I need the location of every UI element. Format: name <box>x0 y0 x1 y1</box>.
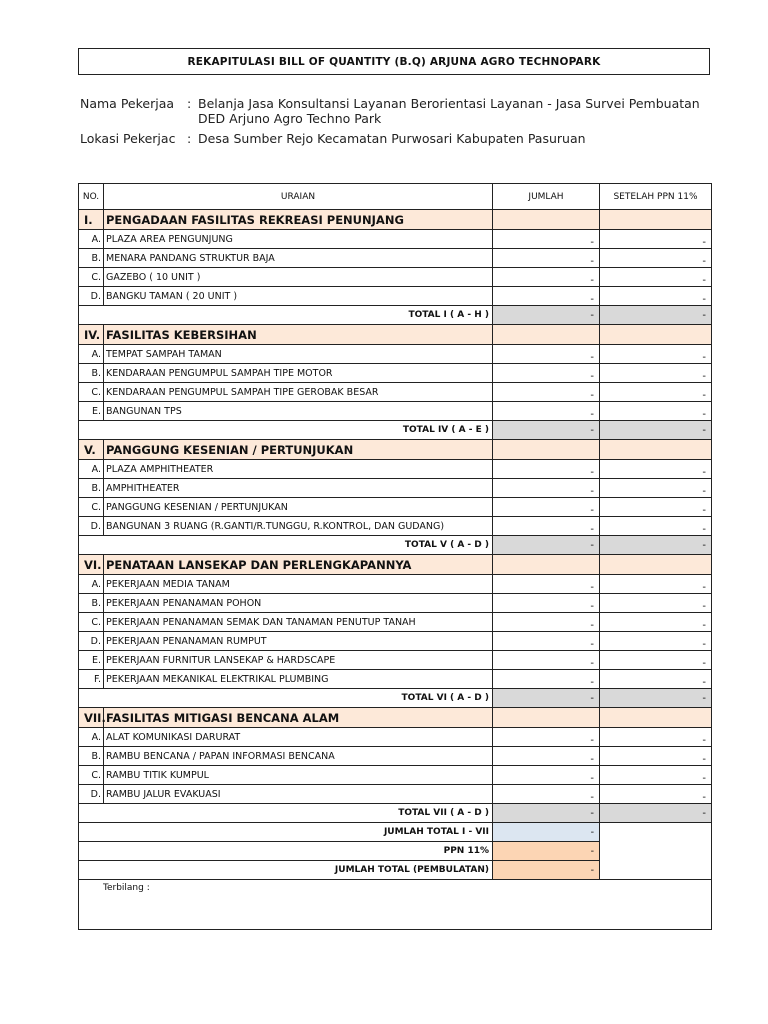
item-setelah-ppn: - <box>600 651 712 670</box>
header-no: NO. <box>79 184 104 210</box>
item-label: PLAZA AMPHITHEATER <box>104 460 493 479</box>
item-label: PEKERJAAN MEKANIKAL ELEKTRIKAL PLUMBING <box>104 670 493 689</box>
item-label: BANGUNAN TPS <box>104 402 493 421</box>
item-no: C. <box>79 268 104 287</box>
item-no: F. <box>79 670 104 689</box>
item-setelah-ppn: - <box>600 230 712 249</box>
item-no: E. <box>79 402 104 421</box>
item-label: RAMBU BENCANA / PAPAN INFORMASI BENCANA <box>104 747 493 766</box>
item-label: PEKERJAAN PENANAMAN RUMPUT <box>104 632 493 651</box>
table-row <box>79 498 712 517</box>
section-title: FASILITAS MITIGASI BENCANA ALAM <box>104 708 493 728</box>
item-label: RAMBU JALUR EVAKUASI <box>104 785 493 804</box>
table-row <box>79 345 712 364</box>
summary-blank <box>600 823 712 842</box>
section-row <box>79 555 712 575</box>
item-setelah-ppn: - <box>600 766 712 785</box>
total-setelah-ppn: - <box>600 689 712 708</box>
section-row <box>79 708 712 728</box>
section-setelah <box>600 555 712 575</box>
total-setelah-ppn: - <box>600 421 712 440</box>
total-label: TOTAL V ( A - D ) <box>79 536 493 555</box>
section-title: PANGGUNG KESENIAN / PERTUNJUKAN <box>104 440 493 460</box>
table-row <box>79 364 712 383</box>
section-number: VI. <box>79 555 104 575</box>
terbilang-row <box>79 880 712 930</box>
item-setelah-ppn: - <box>600 345 712 364</box>
total-setelah-ppn: - <box>600 536 712 555</box>
item-label: PEKERJAAN MEDIA TANAM <box>104 575 493 594</box>
total-label: TOTAL VI ( A - D ) <box>79 689 493 708</box>
header-uraian: URAIAN <box>104 184 493 210</box>
item-setelah-ppn: - <box>600 287 712 306</box>
section-jumlah <box>493 708 600 728</box>
total-label: TOTAL VII ( A - D ) <box>79 804 493 823</box>
summary-blank <box>600 861 712 880</box>
section-setelah <box>600 708 712 728</box>
summary-blank <box>600 842 712 861</box>
total-jumlah: - <box>493 804 600 823</box>
item-label: AMPHITHEATER <box>104 479 493 498</box>
item-jumlah: - <box>493 670 600 689</box>
total-row <box>79 421 712 440</box>
section-number: V. <box>79 440 104 460</box>
item-setelah-ppn: - <box>600 594 712 613</box>
table-row <box>79 230 712 249</box>
item-no: B. <box>79 479 104 498</box>
item-no: C. <box>79 613 104 632</box>
table-row <box>79 785 712 804</box>
table-row <box>79 402 712 421</box>
total-label: TOTAL I ( A - H ) <box>79 306 493 325</box>
section-setelah <box>600 210 712 230</box>
item-jumlah: - <box>493 575 600 594</box>
item-jumlah: - <box>493 594 600 613</box>
item-jumlah: - <box>493 383 600 402</box>
item-jumlah: - <box>493 498 600 517</box>
item-label: MENARA PANDANG STRUKTUR BAJA <box>104 249 493 268</box>
table-row <box>79 249 712 268</box>
item-setelah-ppn: - <box>600 670 712 689</box>
item-no: B. <box>79 249 104 268</box>
item-jumlah: - <box>493 402 600 421</box>
section-setelah <box>600 325 712 345</box>
item-no: C. <box>79 383 104 402</box>
section-row <box>79 325 712 345</box>
section-number: VII. <box>79 708 104 728</box>
summary-label: JUMLAH TOTAL I - VII <box>79 823 493 842</box>
table-row <box>79 287 712 306</box>
item-jumlah: - <box>493 249 600 268</box>
terbilang-label: Terbilang : <box>79 880 712 930</box>
total-jumlah: - <box>493 689 600 708</box>
item-label: BANGUNAN 3 RUANG (R.GANTI/R.TUNGGU, R.KONTROL, DAN GUDANG) <box>104 517 493 536</box>
table-header <box>79 184 712 210</box>
total-row <box>79 536 712 555</box>
lokasi-colon: : <box>187 131 192 146</box>
section-number: I. <box>79 210 104 230</box>
table-row <box>79 575 712 594</box>
item-setelah-ppn: - <box>600 517 712 536</box>
item-jumlah: - <box>493 651 600 670</box>
section-title: FASILITAS KEBERSIHAN <box>104 325 493 345</box>
item-setelah-ppn: - <box>600 785 712 804</box>
table-row <box>79 747 712 766</box>
table-row <box>79 594 712 613</box>
item-no: B. <box>79 747 104 766</box>
item-label: PEKERJAAN FURNITUR LANSEKAP & HARDSCAPE <box>104 651 493 670</box>
item-setelah-ppn: - <box>600 402 712 421</box>
total-row <box>79 804 712 823</box>
item-no: B. <box>79 594 104 613</box>
pekerjaan-label: Nama Pekerjaa <box>80 96 175 111</box>
summary-row <box>79 842 712 861</box>
item-no: C. <box>79 498 104 517</box>
table-row <box>79 460 712 479</box>
table-row <box>79 728 712 747</box>
item-no: A. <box>79 460 104 479</box>
total-setelah-ppn: - <box>600 306 712 325</box>
item-jumlah: - <box>493 287 600 306</box>
total-row <box>79 689 712 708</box>
item-no: C. <box>79 766 104 785</box>
section-jumlah <box>493 555 600 575</box>
pekerjaan-colon: : <box>187 96 192 111</box>
item-label: KENDARAAN PENGUMPUL SAMPAH TIPE MOTOR <box>104 364 493 383</box>
item-no: D. <box>79 632 104 651</box>
section-jumlah <box>493 440 600 460</box>
total-jumlah: - <box>493 536 600 555</box>
total-row <box>79 306 712 325</box>
lokasi-label: Lokasi Pekerjac <box>80 131 176 146</box>
section-number: IV. <box>79 325 104 345</box>
item-setelah-ppn: - <box>600 249 712 268</box>
total-jumlah: - <box>493 306 600 325</box>
item-setelah-ppn: - <box>600 575 712 594</box>
table-row <box>79 651 712 670</box>
table-row <box>79 479 712 498</box>
summary-value: - <box>493 823 600 842</box>
header-jumlah: JUMLAH <box>493 184 600 210</box>
item-label: RAMBU TITIK KUMPUL <box>104 766 493 785</box>
item-label: PANGGUNG KESENIAN / PERTUNJUKAN <box>104 498 493 517</box>
summary-label: JUMLAH TOTAL (PEMBULATAN) <box>79 861 493 880</box>
item-setelah-ppn: - <box>600 460 712 479</box>
title-text: REKAPITULASI BILL OF QUANTITY (B.Q) ARJUNA AGRO TECHNOPARK <box>187 55 601 68</box>
item-no: B. <box>79 364 104 383</box>
item-setelah-ppn: - <box>600 268 712 287</box>
item-jumlah: - <box>493 460 600 479</box>
section-title: PENGADAAN FASILITAS REKREASI PENUNJANG <box>104 210 493 230</box>
item-no: A. <box>79 575 104 594</box>
item-no: A. <box>79 345 104 364</box>
item-jumlah: - <box>493 747 600 766</box>
item-label: PEKERJAAN PENANAMAN SEMAK DAN TANAMAN PENUTUP TANAH <box>104 613 493 632</box>
item-jumlah: - <box>493 364 600 383</box>
item-jumlah: - <box>493 613 600 632</box>
lokasi-value: Desa Sumber Rejo Kecamatan Purwosari Kabupaten Pasuruan <box>198 131 586 146</box>
item-label: TEMPAT SAMPAH TAMAN <box>104 345 493 364</box>
section-jumlah <box>493 325 600 345</box>
item-jumlah: - <box>493 517 600 536</box>
item-label: PLAZA AREA PENGUNJUNG <box>104 230 493 249</box>
item-setelah-ppn: - <box>600 728 712 747</box>
item-no: A. <box>79 728 104 747</box>
boq-table <box>78 183 712 930</box>
summary-value: - <box>493 861 600 880</box>
table-row <box>79 268 712 287</box>
item-jumlah: - <box>493 766 600 785</box>
item-no: A. <box>79 230 104 249</box>
item-label: BANGKU TAMAN ( 20 UNIT ) <box>104 287 493 306</box>
document-title <box>78 48 710 75</box>
item-setelah-ppn: - <box>600 383 712 402</box>
total-jumlah: - <box>493 421 600 440</box>
table-row <box>79 613 712 632</box>
table-row <box>79 632 712 651</box>
header-setelah-ppn: SETELAH PPN 11% <box>600 184 712 210</box>
item-setelah-ppn: - <box>600 613 712 632</box>
item-setelah-ppn: - <box>600 747 712 766</box>
item-jumlah: - <box>493 345 600 364</box>
section-row <box>79 210 712 230</box>
item-no: D. <box>79 517 104 536</box>
summary-value: - <box>493 842 600 861</box>
item-setelah-ppn: - <box>600 498 712 517</box>
item-jumlah: - <box>493 479 600 498</box>
item-setelah-ppn: - <box>600 479 712 498</box>
item-jumlah: - <box>493 728 600 747</box>
item-jumlah: - <box>493 785 600 804</box>
item-label: ALAT KOMUNIKASI DARURAT <box>104 728 493 747</box>
section-jumlah <box>493 210 600 230</box>
section-setelah <box>600 440 712 460</box>
item-label: KENDARAAN PENGUMPUL SAMPAH TIPE GEROBAK BESAR <box>104 383 493 402</box>
total-label: TOTAL IV ( A - E ) <box>79 421 493 440</box>
summary-label: PPN 11% <box>79 842 493 861</box>
item-setelah-ppn: - <box>600 364 712 383</box>
item-no: D. <box>79 785 104 804</box>
table-row <box>79 517 712 536</box>
table-row <box>79 670 712 689</box>
item-jumlah: - <box>493 230 600 249</box>
section-title: PENATAAN LANSEKAP DAN PERLENGKAPANNYA <box>104 555 493 575</box>
item-jumlah: - <box>493 268 600 287</box>
pekerjaan-value: Belanja Jasa Konsultansi Layanan Berorientasi Layanan - Jasa Survei Pembuatan DED Arjuno Agro Techno Park <box>198 96 700 126</box>
item-no: D. <box>79 287 104 306</box>
item-no: E. <box>79 651 104 670</box>
table-row <box>79 766 712 785</box>
summary-row <box>79 823 712 842</box>
summary-row <box>79 861 712 880</box>
item-jumlah: - <box>493 632 600 651</box>
item-label: PEKERJAAN PENANAMAN POHON <box>104 594 493 613</box>
section-row <box>79 440 712 460</box>
item-label: GAZEBO ( 10 UNIT ) <box>104 268 493 287</box>
item-setelah-ppn: - <box>600 632 712 651</box>
table-row <box>79 383 712 402</box>
total-setelah-ppn: - <box>600 804 712 823</box>
